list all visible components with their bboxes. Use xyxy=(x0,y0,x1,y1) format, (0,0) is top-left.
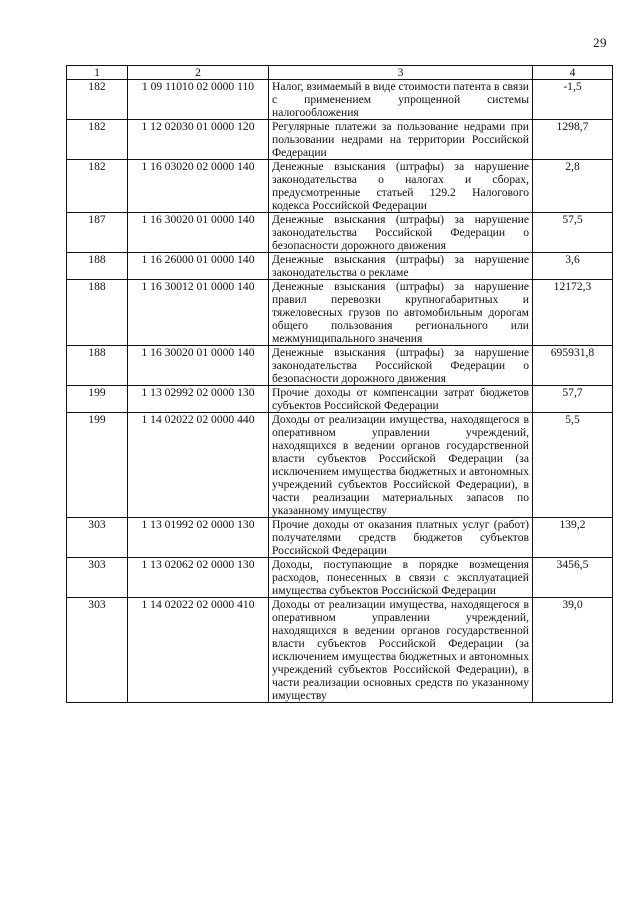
budget-code-cell: 1 16 30020 01 0000 140 xyxy=(128,213,269,253)
budget-code-cell: 1 14 02022 02 0000 440 xyxy=(128,413,269,518)
revenue-name-cell: Денежные взыскания (штрафы) за нарушение законодательства Российской Федерации о безопасности дорожного движения xyxy=(269,213,533,253)
budget-code-cell: 1 16 03020 02 0000 140 xyxy=(128,160,269,213)
budget-code-cell: 1 12 02030 01 0000 120 xyxy=(128,120,269,160)
admin-code-cell: 303 xyxy=(67,598,128,703)
header-col-1: 1 xyxy=(67,66,128,80)
amount-cell: 139,2 xyxy=(533,518,613,558)
budget-code-cell: 1 16 30012 01 0000 140 xyxy=(128,280,269,346)
amount-cell: 5,5 xyxy=(533,413,613,518)
admin-code-cell: 182 xyxy=(67,160,128,213)
amount-cell: 57,5 xyxy=(533,213,613,253)
amount-cell: 39,0 xyxy=(533,598,613,703)
admin-code-cell: 199 xyxy=(67,386,128,413)
header-col-3: 3 xyxy=(269,66,533,80)
budget-code-cell: 1 14 02022 02 0000 410 xyxy=(128,598,269,703)
admin-code-cell: 199 xyxy=(67,413,128,518)
table-row xyxy=(67,346,613,386)
table-row xyxy=(67,253,613,280)
amount-cell: 12172,3 xyxy=(533,280,613,346)
admin-code-cell: 182 xyxy=(67,80,128,120)
table-row xyxy=(67,213,613,253)
budget-code-cell: 1 13 02062 02 0000 130 xyxy=(128,558,269,598)
revenue-name-cell: Регулярные платежи за пользование недрами при пользовании недрами на территории Российской Федерации xyxy=(269,120,533,160)
budget-code-cell: 1 16 30020 01 0000 140 xyxy=(128,346,269,386)
revenue-name-cell: Прочие доходы от компенсации затрат бюджетов субъектов Российской Федерации xyxy=(269,386,533,413)
revenue-name-cell: Денежные взыскания (штрафы) за нарушение правил перевозки крупногабаритных и тяжеловесных грузов по автомобильным дорогам общего пользования регионального или межмуниципального значения xyxy=(269,280,533,346)
table-body xyxy=(67,80,613,703)
table-row xyxy=(67,558,613,598)
revenue-table xyxy=(66,65,613,703)
table-row xyxy=(67,280,613,346)
budget-code-cell: 1 09 11010 02 0000 110 xyxy=(128,80,269,120)
admin-code-cell: 187 xyxy=(67,213,128,253)
admin-code-cell: 188 xyxy=(67,253,128,280)
admin-code-cell: 188 xyxy=(67,346,128,386)
amount-cell: 695931,8 xyxy=(533,346,613,386)
revenue-name-cell: Доходы от реализации имущества, находящегося в оперативном управлении учреждений, находящихся в ведении органов государственной власти субъектов Российской Федерации (за исключением имущества бюджетных и автономных учреждений субъектов Российской Федерации), в части реализации материальных запасов по указанному имуществу xyxy=(269,413,533,518)
revenue-name-cell: Денежные взыскания (штрафы) за нарушение законодательства о налогах и сборах, предусмотренные статьей 129.2 Налогового кодекса Российской Федерации xyxy=(269,160,533,213)
admin-code-cell: 188 xyxy=(67,280,128,346)
budget-code-cell: 1 13 01992 02 0000 130 xyxy=(128,518,269,558)
admin-code-cell: 303 xyxy=(67,558,128,598)
table-row xyxy=(67,413,613,518)
table-row xyxy=(67,120,613,160)
amount-cell: -1,5 xyxy=(533,80,613,120)
table-row xyxy=(67,386,613,413)
admin-code-cell: 182 xyxy=(67,120,128,160)
table-row xyxy=(67,518,613,558)
table-row xyxy=(67,160,613,213)
budget-code-cell: 1 16 26000 01 0000 140 xyxy=(128,253,269,280)
admin-code-cell: 303 xyxy=(67,518,128,558)
amount-cell: 57,7 xyxy=(533,386,613,413)
budget-code-cell: 1 13 02992 02 0000 130 xyxy=(128,386,269,413)
amount-cell: 3456,5 xyxy=(533,558,613,598)
revenue-name-cell: Доходы от реализации имущества, находящегося в оперативном управлении учреждений, находящихся в ведении органов государственной власти субъектов Российской Федерации (за исключением имущества бюджетных и автономных учреждений субъектов Российской Федерации), в части реализации основных средств по указанному имуществу xyxy=(269,598,533,703)
revenue-name-cell: Денежные взыскания (штрафы) за нарушение законодательства Российской Федерации о безопасности дорожного движения xyxy=(269,346,533,386)
amount-cell: 1298,7 xyxy=(533,120,613,160)
table-row xyxy=(67,598,613,703)
header-col-4: 4 xyxy=(533,66,613,80)
page-number: 29 xyxy=(593,35,607,50)
revenue-name-cell: Прочие доходы от оказания платных услуг (работ) получателями средств бюджетов субъектов Российской Федерации xyxy=(269,518,533,558)
amount-cell: 3,6 xyxy=(533,253,613,280)
header-col-2: 2 xyxy=(128,66,269,80)
revenue-name-cell: Денежные взыскания (штрафы) за нарушение законодательства о рекламе xyxy=(269,253,533,280)
table-header-row xyxy=(67,66,613,80)
amount-cell: 2,8 xyxy=(533,160,613,213)
revenue-name-cell: Доходы, поступающие в порядке возмещения расходов, понесенных в связи с эксплуатацией имущества субъектов Российской Федерации xyxy=(269,558,533,598)
table-row xyxy=(67,80,613,120)
revenue-name-cell: Налог, взимаемый в виде стоимости патента в связи с применением упрощенной системы налогообложения xyxy=(269,80,533,120)
